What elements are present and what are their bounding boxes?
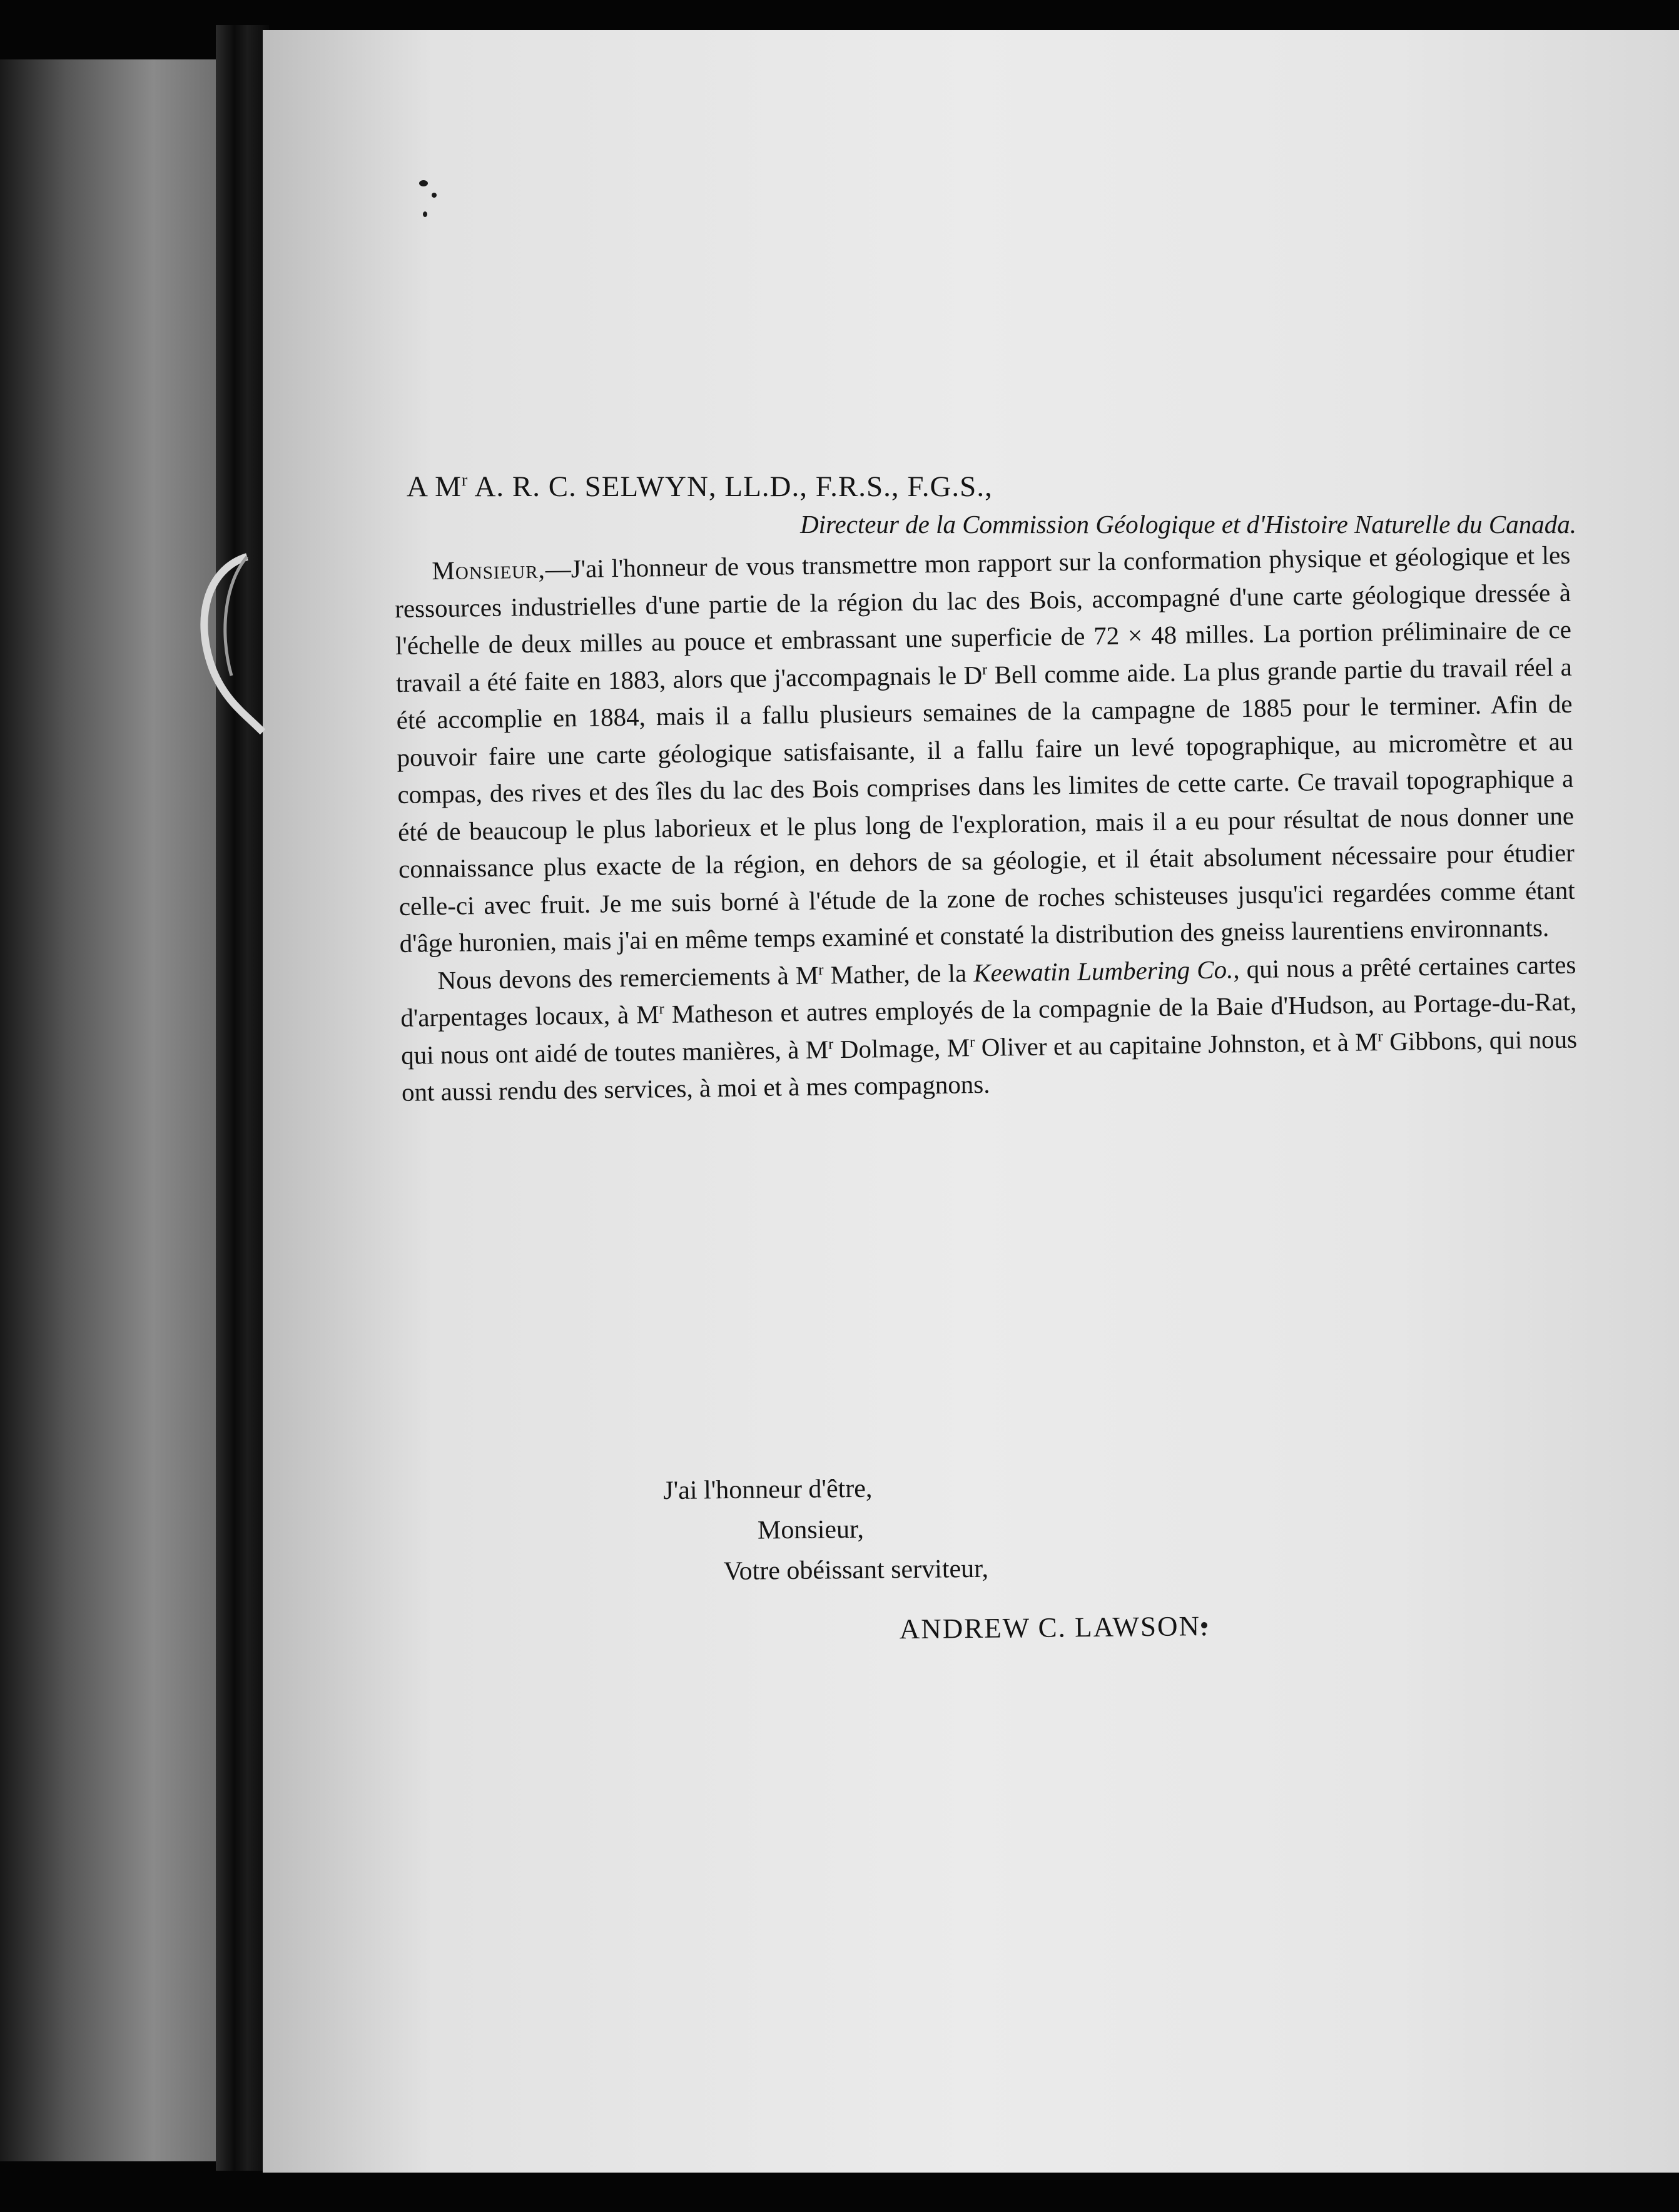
closing-line: Votre obéissant serviteur,	[723, 1554, 989, 1586]
ink-speck	[432, 193, 437, 198]
book-spine	[216, 25, 269, 2171]
paragraph-2: Nous devons des remerciements à $M^r$ Mather, de la Keewatin Lumbering Co., qui nous a prêté certaines cartes d'arpentages locaux, à $M^r$ Matheson et autres employés de la compagnie de la Baie d'Hudson, au Portage-du-Rat, qui nous ont aidé de toutes manières, à $M^r$ Dolmage, $M^r$ Oliver et au capitaine Johnston, et à $M^r$ Gibbons, qui nous ont aussi rendu des services, à moi et à mes compagnons.	[400, 950, 1578, 1107]
closing-line: J'ai l'honneur d'être,	[663, 1474, 873, 1506]
signature: ANDREW C. LAWSON.	[899, 1610, 1209, 1645]
binding-string	[188, 544, 269, 744]
ink-speck	[419, 180, 428, 186]
paragraph-1: Monsieur,—J'ai l'honneur de vous transmettre mon rapport sur la conformation physique et géologique et les ressources industrielles d'une partie de la région du lac des Bois, accompagné d'une carte géologique dressée à l'échelle de deux milles au pouce et embrassant une superficie de 72 × 48 milles. La portion préliminaire de ce travail a été faite en 1883, alors que j'accompagnais le $D^r$ Bell comme aide. La plus grande partie du travail réel a été accomplie en 1884, mais il a fallu plusieurs semaines de la campagne de 1885 pour le terminer. Afin de pouvoir faire une carte géologique satisfaisante, il a fallu faire un levé topographique, au micromètre et au compas, des rives et des îles du lac des Bois comprises dans les limites de cette carte. Ce travail topographique a été de beaucoup le plus laborieux et le plus long de l'exploration, mais il a eu pour résultat de nous donner une connaissance plus exacte de la région, en dehors de sa géologie, et il était absolument nécessaire pour étudier celle-ci avec fruit. Je me suis borné à l'étude de la zone de roches schisteuses jusqu'ici regardées comme étant d'âge huronien, mais j'ai en même temps examiné et constaté la distribution des gneiss laurentiens environnants.	[394, 540, 1576, 958]
company-name: Keewatin Lumbering Co.	[973, 954, 1234, 987]
addressee-line: A $M^r$ A. R. C. SELWYN, LL.D., F.R.S., F.G.S.,	[407, 470, 993, 503]
closing-line: Monsieur,	[757, 1514, 865, 1545]
facing-page	[0, 59, 219, 2161]
document-page	[263, 30, 1679, 2173]
letter-body	[394, 537, 1578, 1112]
salutation-word: Monsieur,	[432, 554, 546, 586]
letter-closing	[263, 1461, 1679, 1645]
ink-speck	[423, 211, 427, 217]
director-title: Directeur de la Commission Géologique et d'Histoire Naturelle du Canada.	[800, 510, 1576, 539]
